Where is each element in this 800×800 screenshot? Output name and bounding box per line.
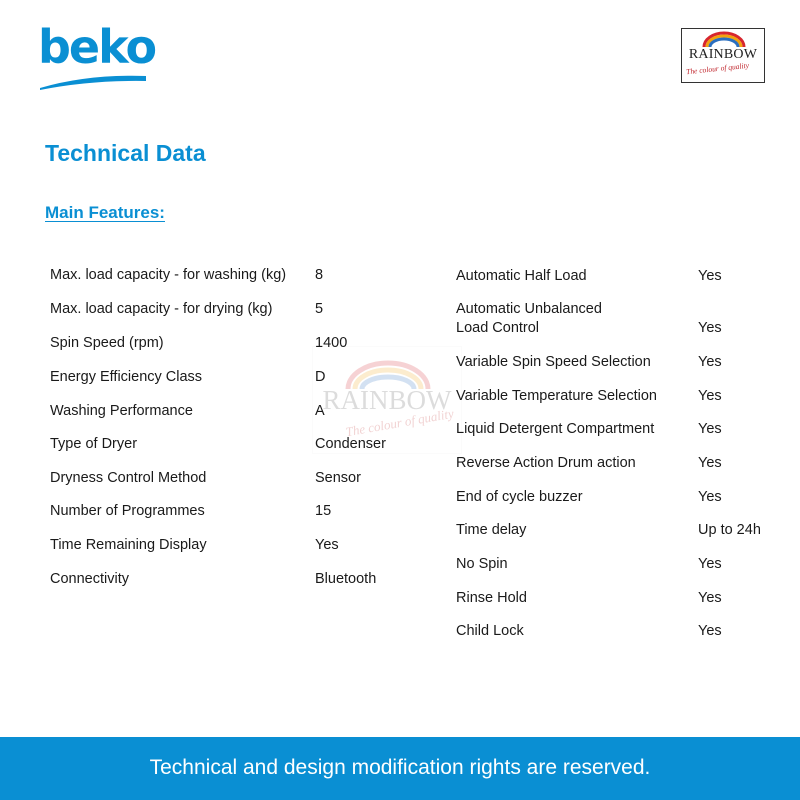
feature-label: Energy Efficiency Class (50, 369, 203, 385)
beko-logo (38, 20, 156, 92)
feature-value: 5 (315, 301, 324, 317)
feature-value: Yes (698, 388, 722, 404)
footer-disclaimer: Technical and design modification rights are reserved. (149, 756, 651, 779)
feature-label: Time Remaining Display (50, 537, 207, 553)
feature-value: 8 (315, 267, 324, 283)
rainbow-logo (681, 28, 765, 83)
rainbow-wordmark: RAINBOW (688, 47, 758, 62)
feature-label: Time delay (456, 522, 527, 538)
feature-label: Max. load capacity - for washing (kg) (50, 267, 287, 283)
feature-label: Variable Temperature Selection (456, 388, 657, 404)
feature-label: Number of Programmes (50, 503, 205, 519)
feature-label: Load Control (456, 320, 540, 336)
feature-value: Up to 24h (698, 522, 761, 538)
feature-value: Yes (698, 320, 722, 336)
feature-label: No Spin (456, 556, 508, 572)
feature-value: A (315, 403, 325, 419)
feature-value: Bluetooth (315, 571, 377, 587)
beko-swoosh-icon (38, 72, 150, 90)
feature-value: Condenser (315, 436, 386, 452)
feature-label: Spin Speed (rpm) (50, 335, 164, 351)
feature-label: Max. load capacity - for drying (kg) (50, 301, 273, 317)
feature-value: Yes (698, 623, 722, 639)
feature-value: Yes (315, 537, 339, 553)
feature-value: Yes (698, 455, 722, 471)
feature-value: Sensor (315, 470, 361, 486)
footer-bar (0, 737, 800, 800)
feature-value: D (315, 369, 326, 385)
feature-value: 1400 (315, 335, 348, 351)
section-heading: Main Features: (45, 203, 165, 222)
feature-label: End of cycle buzzer (456, 489, 583, 505)
feature-label: Rinse Hold (456, 590, 527, 606)
feature-label: Child Lock (456, 623, 524, 639)
page-title: Technical Data (45, 140, 206, 166)
feature-value: Yes (698, 268, 722, 284)
feature-label: Automatic Half Load (456, 268, 587, 284)
feature-label: Washing Performance (50, 403, 193, 419)
feature-value: Yes (698, 590, 722, 606)
feature-label: Variable Spin Speed Selection (456, 354, 651, 370)
feature-value: Yes (698, 489, 722, 505)
feature-value: Yes (698, 421, 722, 437)
feature-label: Reverse Action Drum action (456, 455, 636, 471)
feature-value: 15 (315, 503, 332, 519)
feature-label: Automatic Unbalanced (456, 301, 602, 317)
beko-wordmark: beko (38, 20, 156, 74)
watermark-wordmark: RAINBOW (322, 385, 452, 415)
feature-value: Yes (698, 556, 722, 572)
feature-value: Yes (698, 354, 722, 370)
watermark-tagline: The colour of quality (344, 405, 455, 440)
feature-label: Dryness Control Method (50, 470, 207, 486)
rainbow-tagline: The colour of quality (685, 60, 750, 77)
feature-label: Connectivity (50, 571, 129, 587)
feature-label: Type of Dryer (50, 436, 138, 452)
feature-label: Liquid Detergent Compartment (456, 421, 655, 437)
